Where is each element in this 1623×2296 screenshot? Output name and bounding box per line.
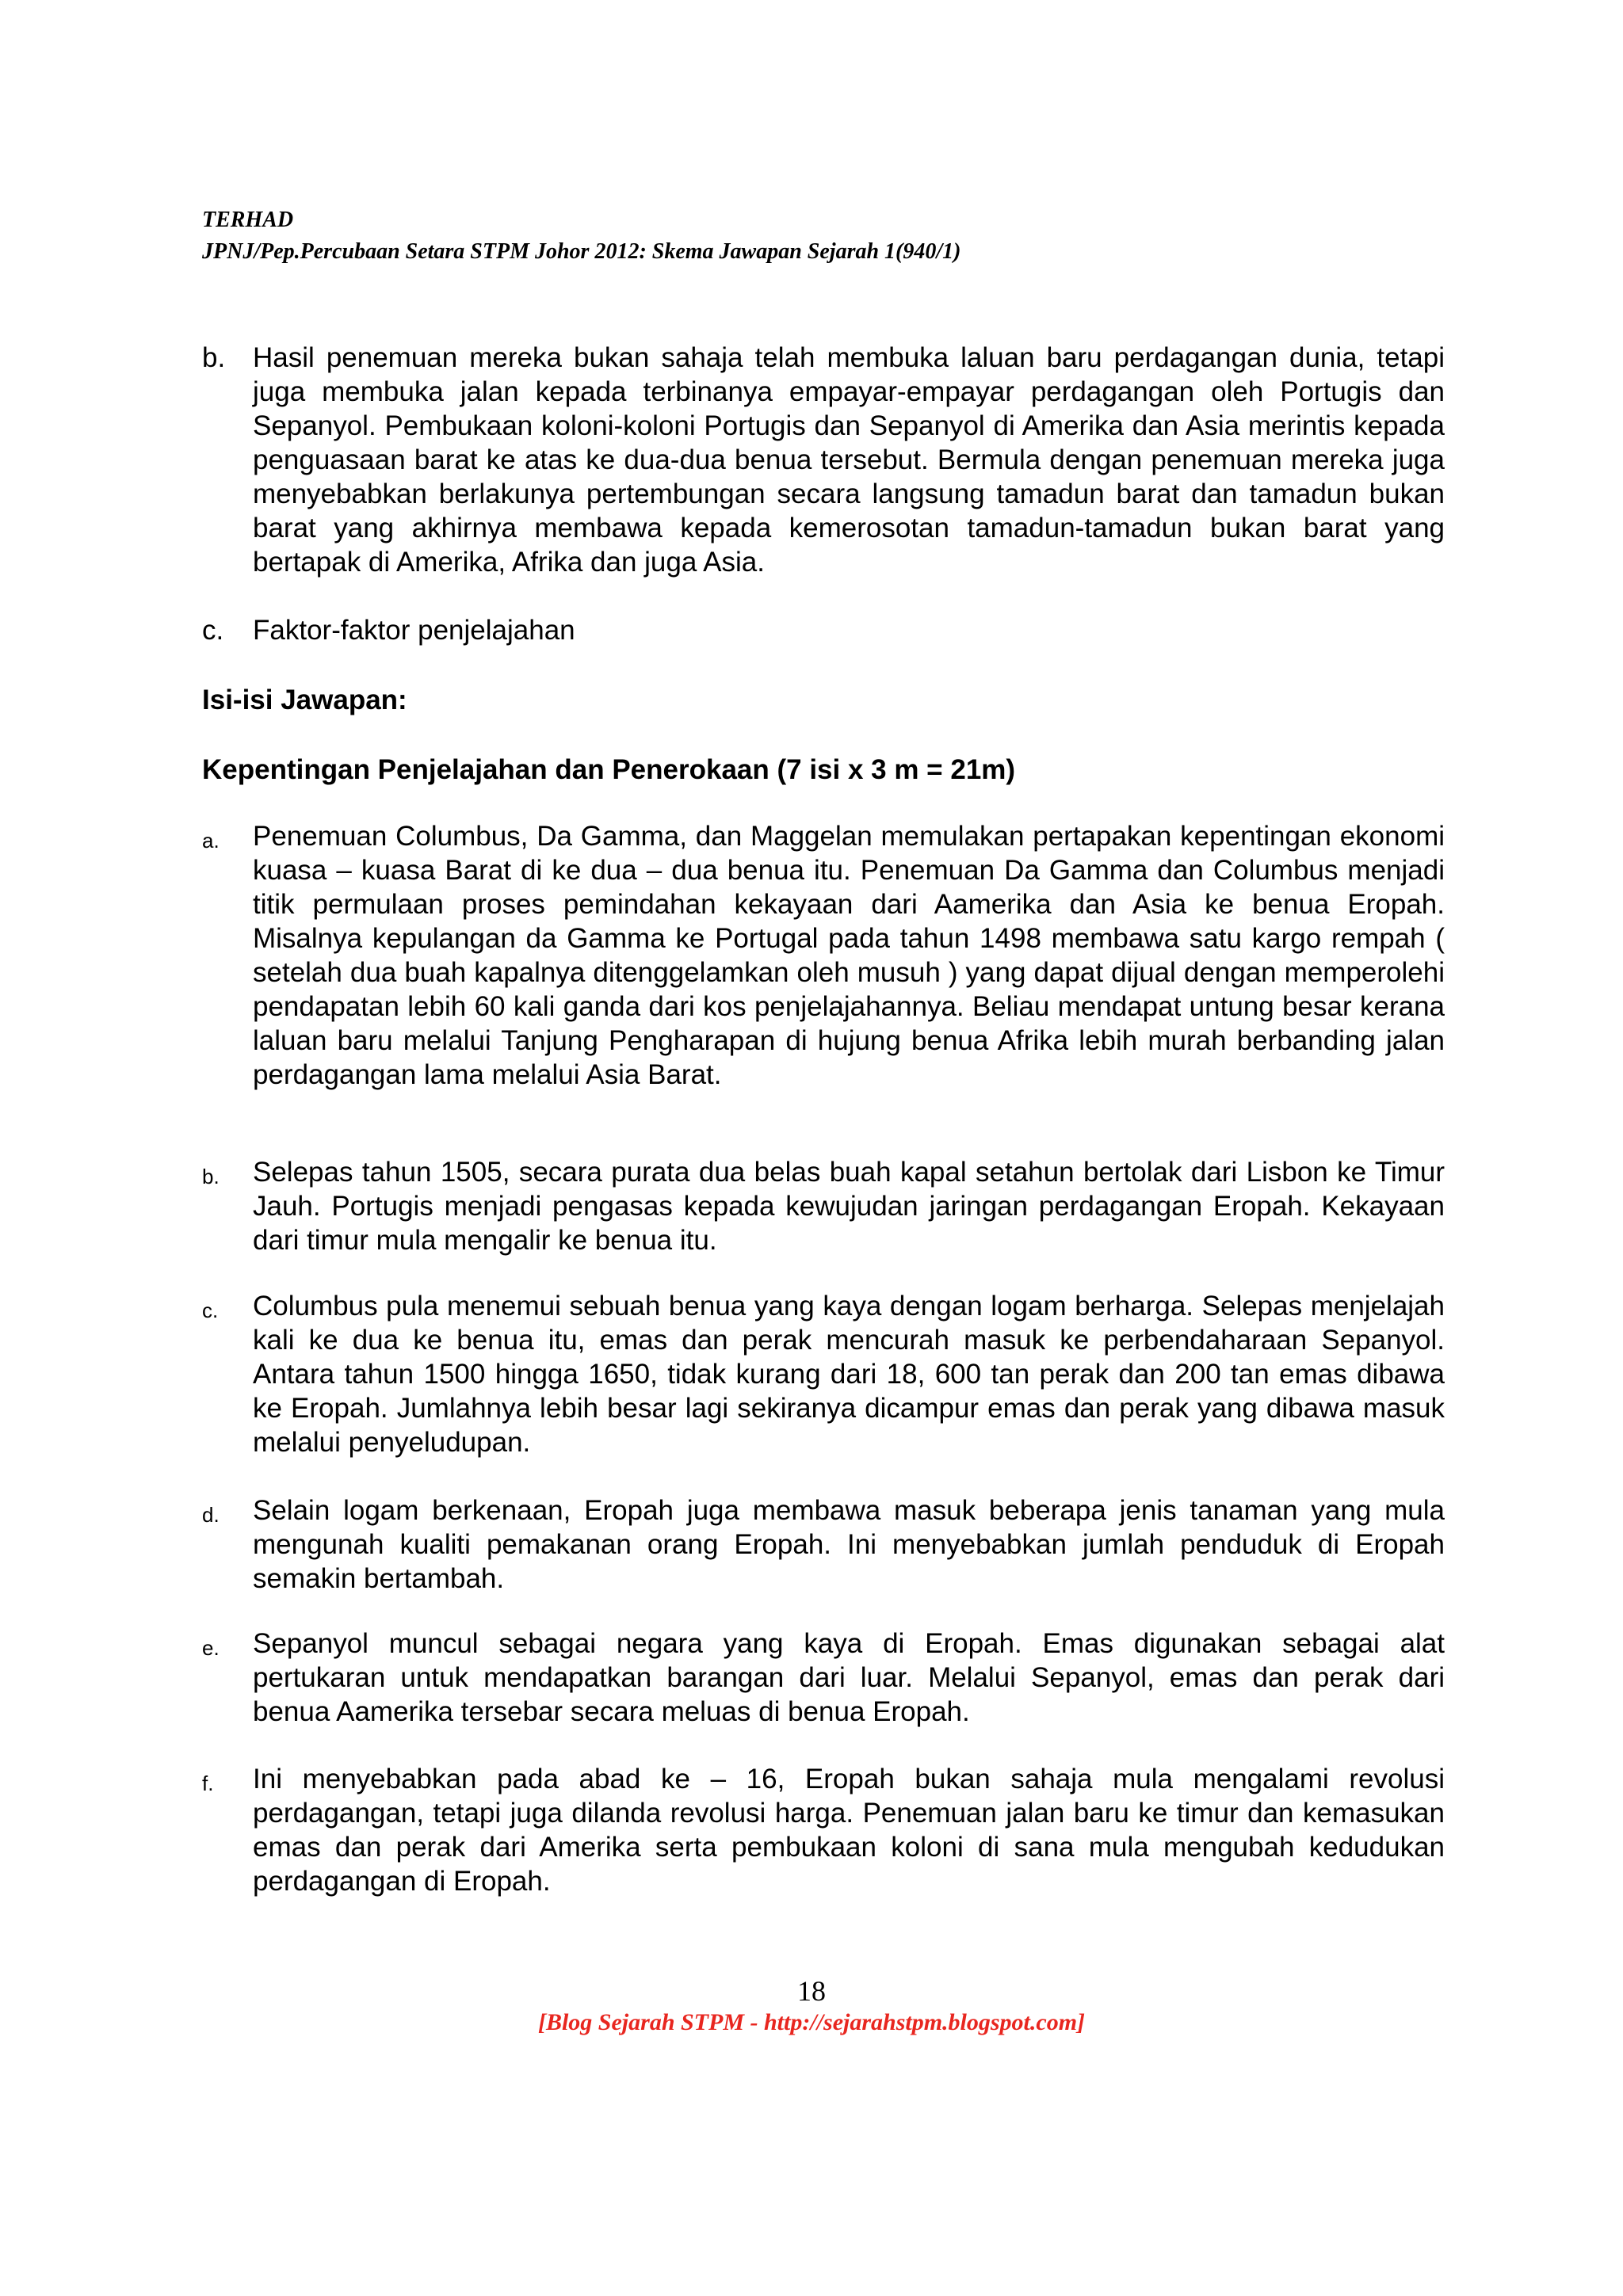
list-marker: d. — [202, 1503, 220, 1527]
answer-item-b — [202, 1155, 1445, 1257]
list-item-text: Selepas tahun 1505, secara purata dua belas buah kapal setahun bertolak dari Lisbon ke Timur Jauh. Portugis menjadi pengasas kepada kewujudan jaringan perdagangan Eropah. Kekayaan dari timur mula mengalir ke benua itu. — [253, 1157, 1445, 1256]
intro-item-c — [202, 613, 1445, 647]
footer-blog-link[interactable] — [0, 2007, 1623, 2039]
page-number: 18 — [797, 1975, 826, 2007]
answer-item-c — [202, 1289, 1445, 1459]
list-marker: c. — [202, 615, 224, 646]
answer-item-a — [202, 819, 1445, 1092]
list-item-text: Faktor-faktor penjelajahan — [253, 615, 575, 646]
page-header — [202, 204, 1438, 268]
list-marker: e. — [202, 1636, 220, 1660]
list-item-text: Hasil penemuan mereka bukan sahaja telah membuka laluan baru perdagangan dunia, tetapi juga membuka jalan kepada terbinanya empayar-empayar perdagangan oleh Portugis dan Sepanyol. Pembukaan koloni-koloni Portugis dan Sepanyol di Amerika dan Asia merintis kepada penguasaan barat ke atas ke dua-dua benua tersebut. Bermula dengan penemuan mereka juga menyebabkan berlakunya pertembungan secara langsung tamadun barat dan tamadun bukan barat yang akhirnya membawa kepada kemerosotan tamadun-tamadun bukan barat yang bertapak di Amerika, Afrika dan juga Asia. — [253, 342, 1445, 578]
list-item-text: Selain logam berkenaan, Eropah juga membawa masuk beberapa jenis tanaman yang mula mengunah kualiti pemakanan orang Eropah. Ini menyebabkan jumlah penduduk di Eropah semakin bertambah. — [253, 1495, 1445, 1594]
answer-item-e — [202, 1627, 1445, 1729]
list-item-text: Columbus pula menemui sebuah benua yang kaya dengan logam berharga. Selepas menjelajah kali ke dua ke benua itu, emas dan perak mencurah masuk ke perbendaharaan Sepanyol. Antara tahun 1500 hingga 1650, tidak kurang dari 18, 600 tan perak dan 200 tan emas dibawa ke Eropah. Jumlahnya lebih besar lagi sekiranya dicampur emas dan perak yang dibawa masuk melalui penyeludupan. — [253, 1291, 1445, 1458]
list-item-text: Sepanyol muncul sebagai negara yang kaya di Eropah. Emas digunakan sebagai alat pertukaran untuk mendapatkan barangan dari luar. Melalui Sepanyol, emas dan perak dari benua Aamerika tersebar secara meluas di benua Eropah. — [253, 1628, 1445, 1727]
answer-item-d — [202, 1493, 1445, 1596]
list-marker: f. — [202, 1772, 214, 1795]
list-marker: b. — [202, 342, 226, 373]
footer-text: [Blog Sejarah STPM - http://sejarahstpm.blogspot.com] — [537, 2009, 1086, 2035]
list-marker: a. — [202, 829, 220, 852]
list-item-text: Penemuan Columbus, Da Gamma, dan Maggelan memulakan pertapakan kepentingan ekonomi kuasa – kuasa Barat di ke dua – dua benua itu. Penemuan Da Gamma dan Columbus menjadi titik permulaan proses pemindahan kekayaan dari Aamerika dan Asia ke benua Eropah. Misalnya kepulangan da Gamma ke Portugal pada tahun 1498 membawa satu kargo rempah ( setelah dua buah kapalnya ditenggelamkan oleh musuh ) yang dapat dijual dengan memperolehi pendapatan lebih 60 kali ganda dari kos penjelajahannya. Beliau mendapat untung besar kerana laluan baru melalui Tanjung Pengharapan di hujung benua Afrika lebih murah berbanding jalan perdagangan lama melalui Asia Barat. — [253, 821, 1445, 1090]
header-classification: TERHAD — [202, 208, 294, 232]
answer-item-f — [202, 1762, 1445, 1898]
intro-item-b — [202, 341, 1445, 579]
list-item-text: Ini menyebabkan pada abad ke – 16, Eropah bukan sahaja mula mengalami revolusi perdagangan, tetapi juga dilanda revolusi harga. Penemuan jalan baru ke timur dan kemasukan emas dan perak dari Amerika serta pembukaan koloni di sana mula mengubah kedudukan perdagangan di Eropah. — [253, 1764, 1445, 1897]
list-marker: c. — [202, 1299, 219, 1322]
header-document-title: JPNJ/Pep.Percubaan Setara STPM Johor 2012: Skema Jawapan Sejarah 1(940/1) — [202, 239, 961, 264]
list-marker: b. — [202, 1165, 220, 1188]
importance-heading: Kepentingan Penjelajahan dan Penerokaan (7 isi x 3 m = 21m) — [202, 754, 1016, 785]
answers-heading: Isi-isi Jawapan: — [202, 685, 407, 715]
